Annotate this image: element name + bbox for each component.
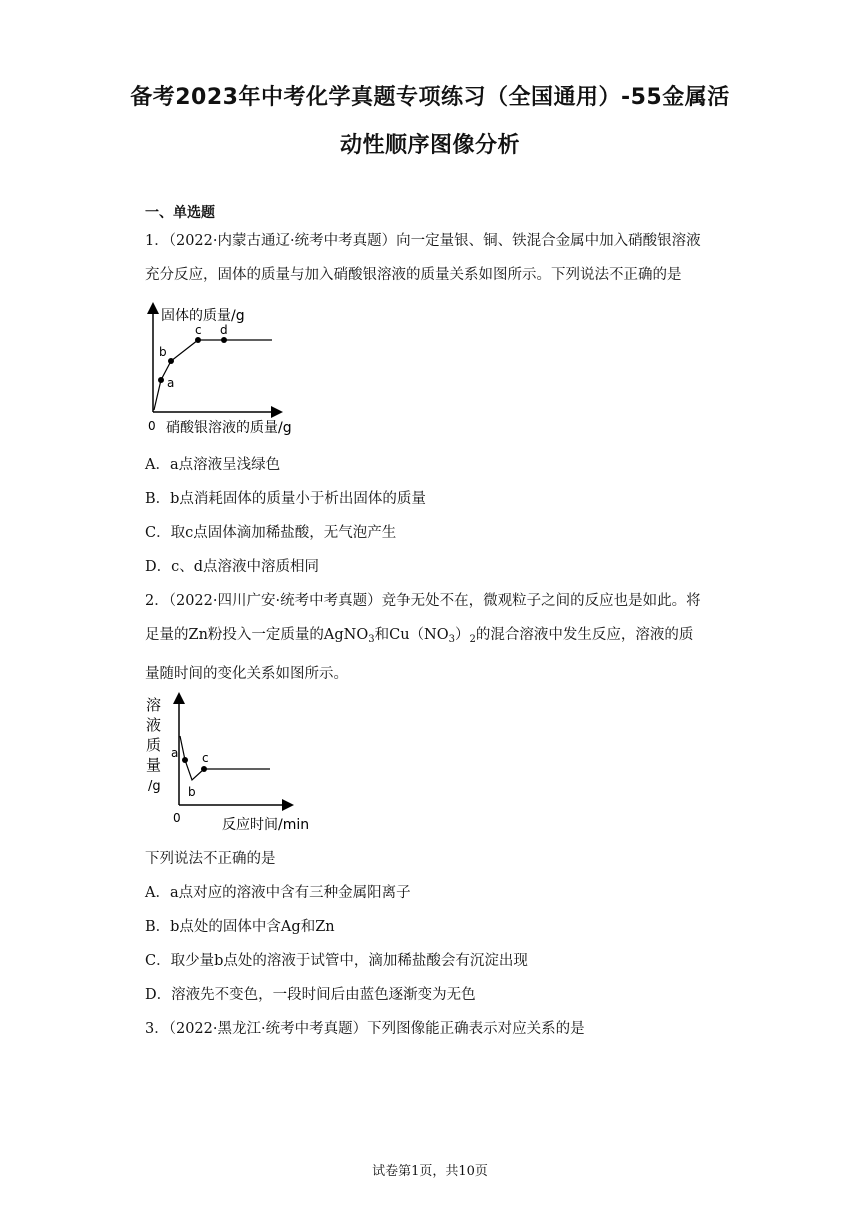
q1-point-c	[195, 337, 201, 343]
q2-option-c[interactable]: C．取少量b点处的溶液于试管中，滴加稀盐酸会有沉淀出现	[145, 953, 528, 969]
q1-label-a: a	[167, 376, 175, 390]
q1-label-d: d	[220, 323, 228, 337]
q2-x-label: 反应时间/min	[222, 817, 310, 833]
q1-origin: 0	[148, 419, 156, 433]
q2-stem-line-2-d: ）	[455, 627, 470, 643]
q1-stem-line-2: 充分反应，固体的质量与加入硝酸银溶液的质量关系如图所示。下列说法不正确的是	[145, 267, 682, 283]
title-line-2: 动性顺序图像分析	[339, 133, 520, 158]
q2-stem-line-2-b: 和Cu（NO	[374, 627, 449, 643]
q2-label-c: c	[202, 751, 209, 765]
q2-y-label-5: /g	[148, 779, 161, 794]
q2-option-b[interactable]: B．b点处的固体中含Ag和Zn	[145, 919, 335, 935]
question-3-stem: 3．（2022·黑龙江·统考中考真题）下列图像能正确表示对应关系的是	[145, 1021, 585, 1037]
q2-follow-text: 下列说法不正确的是	[145, 851, 276, 867]
q2-y-label-2: 液	[146, 716, 162, 734]
q1-curve	[154, 340, 272, 410]
q1-label-c: c	[195, 323, 202, 337]
q2-point-a	[182, 757, 188, 763]
q1-point-d	[221, 337, 227, 343]
q1-point-a	[158, 377, 164, 383]
document-title	[110, 74, 750, 170]
q2-y-label-1: 溶	[146, 696, 162, 714]
q2-point-c	[201, 766, 207, 772]
q2-sub-3a: 3	[368, 634, 375, 645]
q1-option-b[interactable]: B．b点消耗固体的质量小于析出固体的质量	[145, 491, 426, 507]
q1-label-b: b	[159, 345, 167, 359]
q1-option-c[interactable]: C．取c点固体滴加稀盐酸，无气泡产生	[145, 525, 397, 541]
q1-option-d[interactable]: D．c、d点溶液中溶质相同	[145, 559, 320, 575]
q1-option-a[interactable]: A．a点溶液呈浅绿色	[145, 457, 281, 473]
q2-label-b: b	[188, 785, 196, 799]
q1-graph	[140, 300, 320, 440]
q2-stem-line-2-a: 足量的Zn粉投入一定质量的AgNO	[145, 627, 369, 643]
q2-stem-line-2	[145, 618, 715, 657]
q2-y-label-4: 量	[146, 756, 162, 774]
q2-stem-line-2-e: 的混合溶液中发生反应，溶液的质	[475, 627, 694, 643]
question-2-stem	[145, 584, 715, 691]
section-heading: 一、单选题	[145, 205, 215, 221]
title-line-1: 备考2023年中考化学真题专项练习（全国通用）-55金属活	[130, 85, 730, 110]
q2-graph	[140, 690, 330, 835]
q2-origin: 0	[173, 811, 181, 825]
q2-option-d[interactable]: D．溶液先不变色，一段时间后由蓝色逐渐变为无色	[145, 987, 476, 1003]
q2-curve	[180, 736, 270, 780]
q2-label-a: a	[171, 746, 179, 760]
q2-sub-2: 2	[469, 634, 476, 645]
q1-y-label: 固体的质量/g	[161, 308, 245, 324]
page-footer: 试卷第1页，共10页	[372, 1164, 488, 1179]
q1-point-b	[168, 358, 174, 364]
q1-stem-line-1: 1．（2022·内蒙古通辽·统考中考真题）向一定量银、铜、铁混合金属中加入硝酸银溶液	[145, 233, 701, 249]
q2-stem-line-1: 2．（2022·四川广安·统考中考真题）竞争无处不在，微观粒子之间的反应也是如此。将	[145, 593, 701, 609]
question-1-stem	[145, 224, 715, 292]
q2-option-a[interactable]: A．a点对应的溶液中含有三种金属阳离子	[145, 885, 411, 901]
q1-x-label: 硝酸银溶液的质量/g	[166, 420, 292, 436]
q2-y-label-3: 质	[146, 736, 162, 754]
q2-stem-line-3: 量随时间的变化关系如图所示。	[145, 666, 348, 682]
q2-sub-3b: 3	[448, 634, 456, 645]
